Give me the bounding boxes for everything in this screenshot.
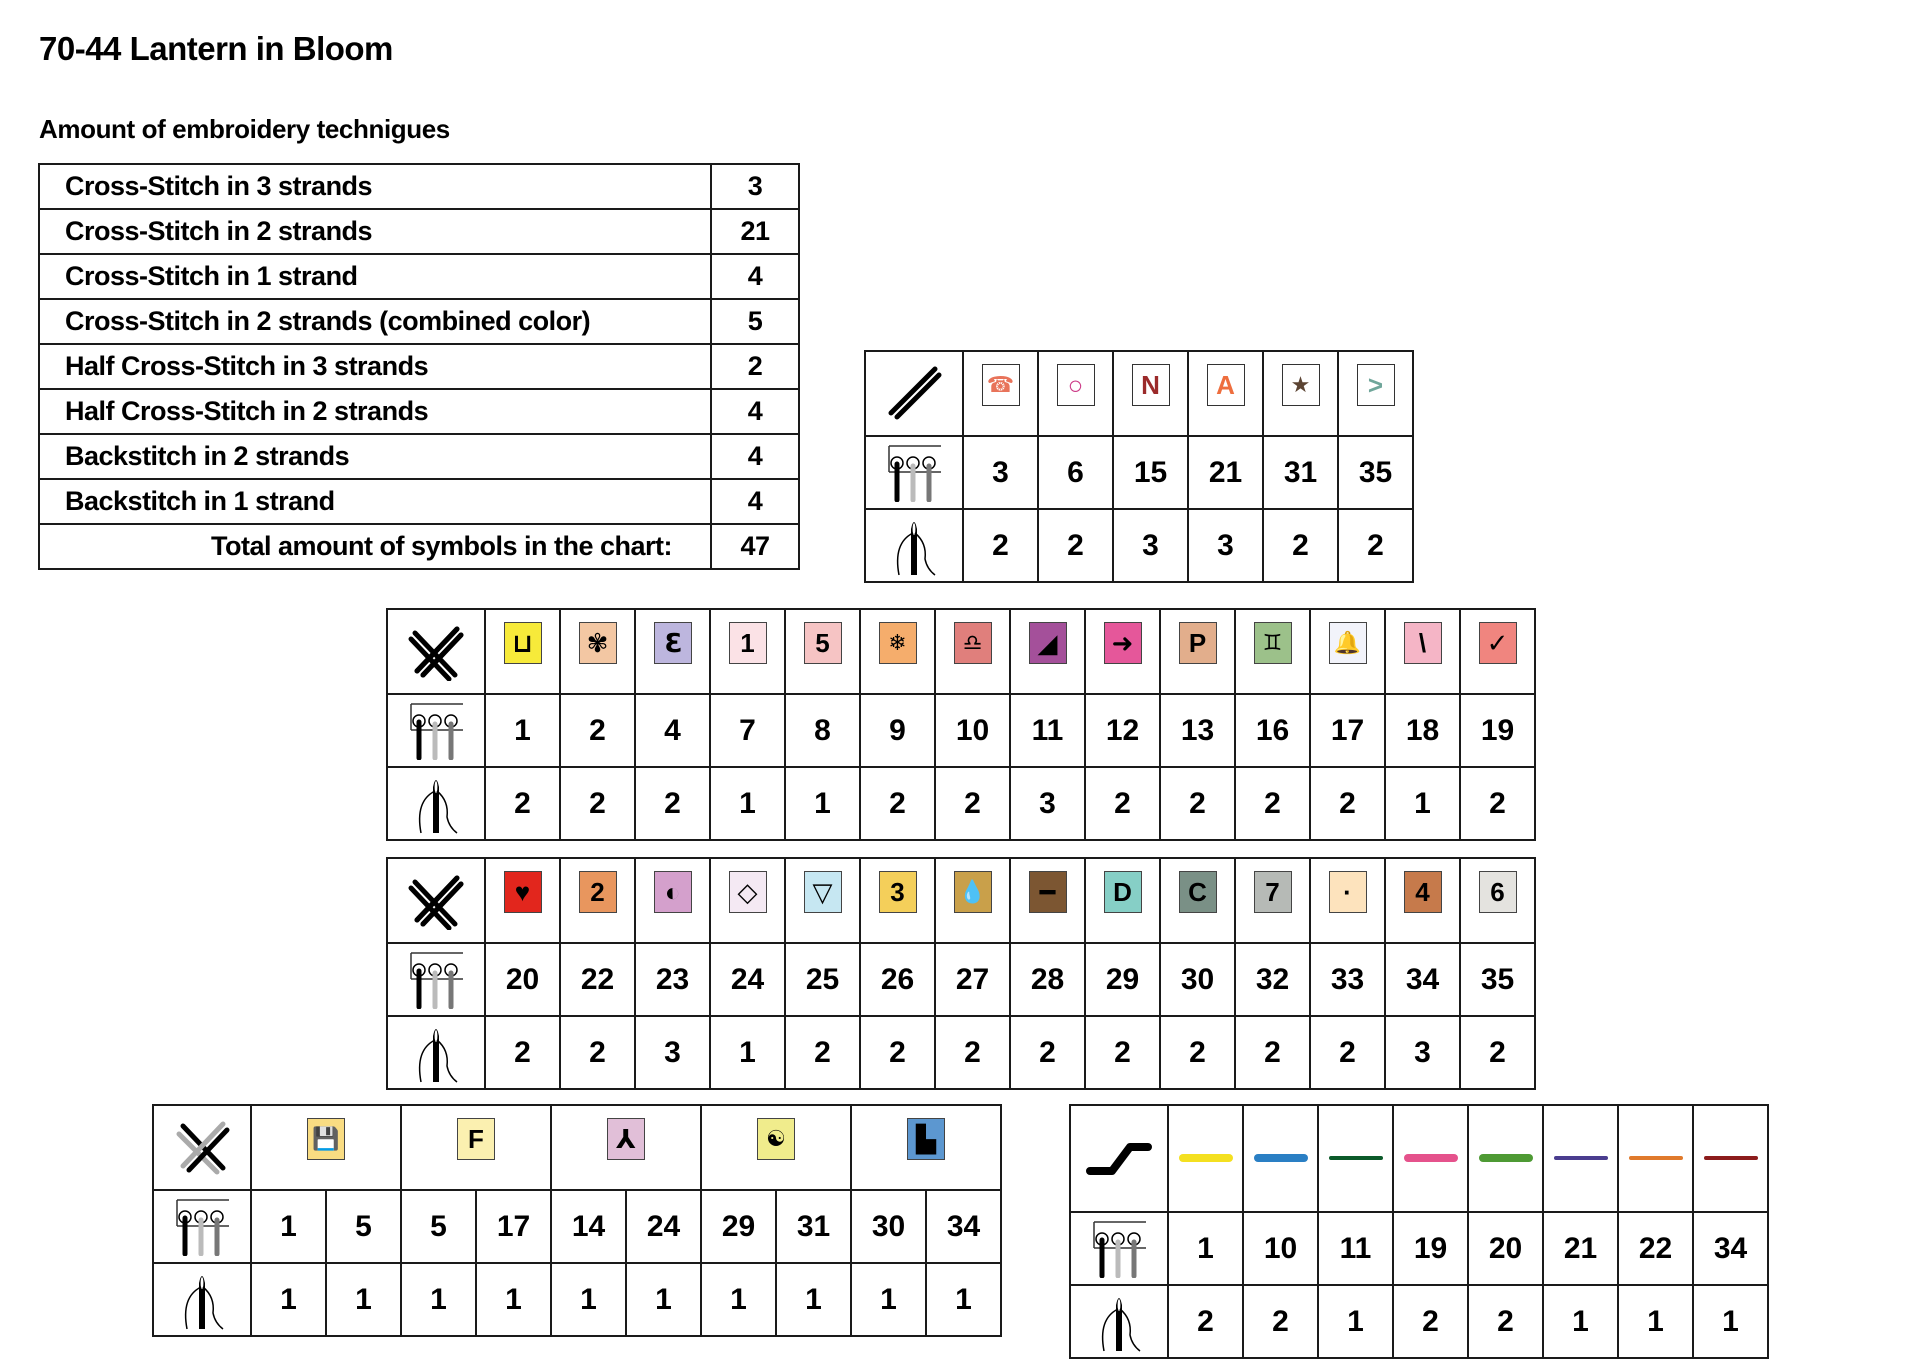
thread-number: 19 bbox=[1393, 1212, 1468, 1285]
technique-label: Backstitch in 2 strands bbox=[39, 434, 711, 479]
thread-number: 22 bbox=[560, 943, 635, 1016]
diamond-symbol-icon: ◇ bbox=[729, 871, 767, 913]
total-value: 47 bbox=[711, 524, 799, 569]
symbol-cell bbox=[860, 609, 935, 694]
strand-count: 1 bbox=[776, 1263, 851, 1336]
thread-number: 2 bbox=[560, 694, 635, 767]
thread-number: 8 bbox=[785, 694, 860, 767]
strand-count: 2 bbox=[560, 1016, 635, 1089]
technique-count: 4 bbox=[711, 254, 799, 299]
summary-total-row bbox=[39, 524, 799, 569]
row-header bbox=[387, 767, 485, 840]
row-header bbox=[1070, 1105, 1168, 1212]
strand-count: 2 bbox=[935, 1016, 1010, 1089]
thread-number: 24 bbox=[710, 943, 785, 1016]
backstitch-line-icon bbox=[1704, 1156, 1758, 1160]
symbol-cell bbox=[1235, 858, 1310, 943]
technique-count: 21 bbox=[711, 209, 799, 254]
backstitch-line-icon bbox=[1554, 1156, 1608, 1160]
row-header bbox=[153, 1190, 251, 1263]
checkmark-symbol-icon: ✓ bbox=[1479, 622, 1517, 664]
strand-count: 1 bbox=[1618, 1285, 1693, 1358]
thread-number-row bbox=[865, 436, 1413, 509]
thread-number: 29 bbox=[701, 1190, 776, 1263]
half-circle-symbol-icon: ◐ bbox=[654, 871, 692, 913]
symbol-row bbox=[865, 351, 1413, 436]
thread-number: 3 bbox=[963, 436, 1038, 509]
symbol-cell bbox=[635, 858, 710, 943]
summary-row bbox=[39, 479, 799, 524]
strand-count: 1 bbox=[401, 1263, 476, 1336]
thread-number: 31 bbox=[1263, 436, 1338, 509]
technique-count: 2 bbox=[711, 344, 799, 389]
rotated-e-symbol-icon: ℇ bbox=[654, 622, 692, 664]
symbol-cell bbox=[1263, 351, 1338, 436]
symbol-cell bbox=[1235, 609, 1310, 694]
letter-c-symbol-icon: C bbox=[1179, 871, 1217, 913]
digit-7-symbol-icon: 7 bbox=[1254, 871, 1292, 913]
strand-count: 2 bbox=[1460, 767, 1535, 840]
symbol-cell bbox=[1310, 858, 1385, 943]
row-header bbox=[865, 351, 963, 436]
thread-number: 34 bbox=[1385, 943, 1460, 1016]
telephone-symbol-icon: ☎ bbox=[982, 364, 1020, 406]
symbol-cell bbox=[251, 1105, 401, 1190]
strand-count: 2 bbox=[1235, 1016, 1310, 1089]
line-sample-cell bbox=[1318, 1105, 1393, 1212]
letter-d-symbol-icon: D bbox=[1104, 871, 1142, 913]
symbol-cell bbox=[1385, 858, 1460, 943]
symbol-cell bbox=[1085, 858, 1160, 943]
thread-number: 35 bbox=[1338, 436, 1413, 509]
strand-count: 2 bbox=[635, 767, 710, 840]
backstitch-line-icon bbox=[1629, 1156, 1683, 1160]
half-stitch-icon bbox=[866, 365, 962, 423]
symbol-cell bbox=[635, 609, 710, 694]
strand-count: 1 bbox=[1385, 767, 1460, 840]
symbol-cell bbox=[860, 858, 935, 943]
digit-3-symbol-icon: 3 bbox=[879, 871, 917, 913]
digit-1-symbol-icon: 1 bbox=[729, 622, 767, 664]
symbol-row bbox=[153, 1105, 1001, 1190]
digit-5-symbol-icon: 5 bbox=[804, 622, 842, 664]
symbol-cell bbox=[1310, 609, 1385, 694]
tri-star-symbol-icon: ⅄ bbox=[607, 1118, 645, 1160]
technique-summary-table bbox=[38, 163, 800, 570]
triangle-symbol-icon: ◢ bbox=[1029, 622, 1067, 664]
symbol-cell bbox=[1188, 351, 1263, 436]
letter-a-symbol-icon: A bbox=[1207, 364, 1245, 406]
thread-spools-icon bbox=[388, 951, 484, 1009]
technique-label: Half Cross-Stitch in 2 strands bbox=[39, 389, 711, 434]
strand-count-row bbox=[1070, 1285, 1768, 1358]
symbol-row bbox=[387, 858, 1535, 943]
strand-count: 2 bbox=[1338, 509, 1413, 582]
row-header bbox=[865, 436, 963, 509]
symbol-cell bbox=[1085, 609, 1160, 694]
thread-number: 5 bbox=[326, 1190, 401, 1263]
symbol-cell bbox=[1460, 858, 1535, 943]
strand-count: 3 bbox=[1385, 1016, 1460, 1089]
strand-count: 3 bbox=[635, 1016, 710, 1089]
yin-yang-symbol-icon: ☯ bbox=[757, 1118, 795, 1160]
backstitch-line-icon bbox=[1329, 1156, 1383, 1160]
symbol-cell bbox=[785, 609, 860, 694]
section-subtitle: Amount of embroidery technigues bbox=[39, 114, 450, 144]
cross-stitch-icon bbox=[388, 872, 484, 930]
greater-than-symbol-icon: > bbox=[1357, 364, 1395, 406]
strand-count-row bbox=[387, 1016, 1535, 1089]
symbol-cell bbox=[701, 1105, 851, 1190]
strand-count: 1 bbox=[326, 1263, 401, 1336]
strand-count: 1 bbox=[1693, 1285, 1768, 1358]
strand-count-row bbox=[153, 1263, 1001, 1336]
thread-number: 13 bbox=[1160, 694, 1235, 767]
snowflake-symbol-icon: ❄ bbox=[879, 622, 917, 664]
thread-number-row bbox=[153, 1190, 1001, 1263]
total-label: Total amount of symbols in the chart: bbox=[39, 524, 711, 569]
drop-symbol-icon: 💧 bbox=[954, 871, 992, 913]
thread-number: 28 bbox=[1010, 943, 1085, 1016]
strand-count: 1 bbox=[251, 1263, 326, 1336]
needle-icon bbox=[866, 515, 962, 577]
arrow-right-symbol-icon: ➜ bbox=[1104, 622, 1142, 664]
thread-number-row bbox=[387, 943, 1535, 1016]
strand-count: 2 bbox=[860, 767, 935, 840]
thread-number: 15 bbox=[1113, 436, 1188, 509]
technique-count: 4 bbox=[711, 479, 799, 524]
thread-number: 1 bbox=[1168, 1212, 1243, 1285]
thread-spools-icon bbox=[1071, 1220, 1167, 1278]
strand-count: 1 bbox=[926, 1263, 1001, 1336]
thread-number: 17 bbox=[476, 1190, 551, 1263]
row-header bbox=[153, 1263, 251, 1336]
symbol-cell bbox=[851, 1105, 1001, 1190]
backstitch-line-icon bbox=[1404, 1154, 1458, 1162]
cross-stitch-key-table-1 bbox=[386, 608, 1536, 841]
symbol-cell bbox=[551, 1105, 701, 1190]
gemini-symbol-icon: ♊ bbox=[1254, 622, 1292, 664]
backslash-symbol-icon: \ bbox=[1404, 622, 1442, 664]
thread-number: 11 bbox=[1318, 1212, 1393, 1285]
strand-count: 1 bbox=[785, 767, 860, 840]
thread-number: 35 bbox=[1460, 943, 1535, 1016]
thread-number: 34 bbox=[926, 1190, 1001, 1263]
line-sample-cell bbox=[1243, 1105, 1318, 1212]
thread-number: 20 bbox=[485, 943, 560, 1016]
line-sample-cell bbox=[1543, 1105, 1618, 1212]
symbol-cell bbox=[485, 609, 560, 694]
strand-count: 2 bbox=[1460, 1016, 1535, 1089]
strand-count: 1 bbox=[710, 767, 785, 840]
libra-symbol-icon: ♎ bbox=[954, 622, 992, 664]
technique-label: Cross-Stitch in 2 strands bbox=[39, 209, 711, 254]
technique-count: 4 bbox=[711, 434, 799, 479]
thread-number: 31 bbox=[776, 1190, 851, 1263]
summary-row bbox=[39, 344, 799, 389]
thread-number: 21 bbox=[1188, 436, 1263, 509]
cup-symbol-icon: ⊔ bbox=[504, 622, 542, 664]
backstitch-line-icon bbox=[1179, 1154, 1233, 1162]
strand-count: 2 bbox=[485, 767, 560, 840]
strand-count: 1 bbox=[1318, 1285, 1393, 1358]
thread-spools-icon bbox=[154, 1198, 250, 1256]
strand-count: 2 bbox=[860, 1016, 935, 1089]
technique-label: Half Cross-Stitch in 3 strands bbox=[39, 344, 711, 389]
thread-number: 23 bbox=[635, 943, 710, 1016]
thread-number: 32 bbox=[1235, 943, 1310, 1016]
summary-row bbox=[39, 164, 799, 209]
strand-count: 2 bbox=[485, 1016, 560, 1089]
row-header bbox=[865, 509, 963, 582]
summary-row bbox=[39, 299, 799, 344]
symbol-cell bbox=[1038, 351, 1113, 436]
line-sample-cell bbox=[1618, 1105, 1693, 1212]
strand-count: 2 bbox=[1085, 1016, 1160, 1089]
row-header bbox=[387, 1016, 485, 1089]
strand-count: 1 bbox=[476, 1263, 551, 1336]
letter-f-symbol-icon: F bbox=[457, 1118, 495, 1160]
strand-count: 3 bbox=[1188, 509, 1263, 582]
needle-icon bbox=[388, 1022, 484, 1084]
strand-count: 2 bbox=[1038, 509, 1113, 582]
thread-number: 1 bbox=[485, 694, 560, 767]
digit-6-symbol-icon: 6 bbox=[1479, 871, 1517, 913]
thread-number: 14 bbox=[551, 1190, 626, 1263]
backstitch-line-icon bbox=[1479, 1154, 1533, 1162]
combined-color-key-table bbox=[152, 1104, 1002, 1337]
row-header bbox=[387, 694, 485, 767]
technique-label: Cross-Stitch in 2 strands (combined color) bbox=[39, 299, 711, 344]
strand-count: 2 bbox=[1310, 767, 1385, 840]
backstitch-icon bbox=[1071, 1139, 1167, 1179]
needle-icon bbox=[154, 1269, 250, 1331]
thread-number: 29 bbox=[1085, 943, 1160, 1016]
strand-count: 2 bbox=[1168, 1285, 1243, 1358]
summary-row bbox=[39, 254, 799, 299]
symbol-cell bbox=[710, 858, 785, 943]
thread-number: 26 bbox=[860, 943, 935, 1016]
strand-count: 1 bbox=[851, 1263, 926, 1336]
needle-icon bbox=[388, 773, 484, 835]
row-header bbox=[387, 609, 485, 694]
thread-number: 10 bbox=[1243, 1212, 1318, 1285]
line-sample-cell bbox=[1168, 1105, 1243, 1212]
digit-4-symbol-icon: 4 bbox=[1404, 871, 1442, 913]
line-sample-cell bbox=[1393, 1105, 1468, 1212]
summary-row bbox=[39, 209, 799, 254]
symbol-cell bbox=[1113, 351, 1188, 436]
thread-number: 4 bbox=[635, 694, 710, 767]
symbol-cell bbox=[710, 609, 785, 694]
cross-stitch-icon bbox=[388, 623, 484, 681]
symbol-cell bbox=[935, 609, 1010, 694]
strand-count: 2 bbox=[935, 767, 1010, 840]
strand-count: 2 bbox=[1160, 1016, 1235, 1089]
strand-count: 1 bbox=[1543, 1285, 1618, 1358]
technique-count: 5 bbox=[711, 299, 799, 344]
strand-count: 2 bbox=[785, 1016, 860, 1089]
thread-number: 25 bbox=[785, 943, 860, 1016]
symbol-cell bbox=[1010, 609, 1085, 694]
thread-number: 21 bbox=[1543, 1212, 1618, 1285]
thread-spools-icon bbox=[866, 444, 962, 502]
thread-number: 17 bbox=[1310, 694, 1385, 767]
technique-count: 4 bbox=[711, 389, 799, 434]
row-header bbox=[153, 1105, 251, 1190]
thread-number: 30 bbox=[1160, 943, 1235, 1016]
row-header bbox=[387, 858, 485, 943]
line-sample-cell bbox=[1693, 1105, 1768, 1212]
combined-cross-stitch-icon bbox=[154, 1118, 250, 1176]
digit-2-symbol-icon: 2 bbox=[579, 871, 617, 913]
symbol-cell bbox=[785, 858, 860, 943]
row-header bbox=[1070, 1212, 1168, 1285]
strand-count: 2 bbox=[1010, 1016, 1085, 1089]
backstitch-key-table bbox=[1069, 1104, 1769, 1359]
technique-count: 3 bbox=[711, 164, 799, 209]
symbol-cell bbox=[560, 609, 635, 694]
thread-number: 30 bbox=[851, 1190, 926, 1263]
thread-number: 7 bbox=[710, 694, 785, 767]
thread-number: 10 bbox=[935, 694, 1010, 767]
triangle-down-symbol-icon: ▽ bbox=[804, 871, 842, 913]
symbol-cell bbox=[1160, 609, 1235, 694]
symbol-cell bbox=[963, 351, 1038, 436]
technique-label: Backstitch in 1 strand bbox=[39, 479, 711, 524]
letter-n-symbol-icon: N bbox=[1132, 364, 1170, 406]
summary-row bbox=[39, 389, 799, 434]
strand-count-row bbox=[865, 509, 1413, 582]
thread-number: 1 bbox=[251, 1190, 326, 1263]
technique-label: Cross-Stitch in 1 strand bbox=[39, 254, 711, 299]
thread-number: 5 bbox=[401, 1190, 476, 1263]
strand-count-row bbox=[387, 767, 1535, 840]
floppy-disk-symbol-icon: 💾 bbox=[307, 1118, 345, 1160]
symbol-cell bbox=[1460, 609, 1535, 694]
strand-count: 2 bbox=[1263, 509, 1338, 582]
needle-icon bbox=[1071, 1291, 1167, 1353]
strand-count: 2 bbox=[1235, 767, 1310, 840]
symbol-row bbox=[387, 609, 1535, 694]
dot-symbol-icon: · bbox=[1329, 871, 1367, 913]
symbol-cell bbox=[1160, 858, 1235, 943]
strand-count: 1 bbox=[710, 1016, 785, 1089]
technique-label: Cross-Stitch in 3 strands bbox=[39, 164, 711, 209]
strand-count: 1 bbox=[701, 1263, 776, 1336]
summary-row bbox=[39, 434, 799, 479]
thread-number: 24 bbox=[626, 1190, 701, 1263]
strand-count: 2 bbox=[1310, 1016, 1385, 1089]
thread-number: 9 bbox=[860, 694, 935, 767]
bell-symbol-icon: 🔔 bbox=[1329, 622, 1367, 664]
thread-number: 11 bbox=[1010, 694, 1085, 767]
strand-count: 2 bbox=[963, 509, 1038, 582]
row-header bbox=[387, 943, 485, 1016]
heart-symbol-icon: ♥ bbox=[504, 871, 542, 913]
thread-number: 27 bbox=[935, 943, 1010, 1016]
symbol-cell bbox=[1338, 351, 1413, 436]
thread-number: 22 bbox=[1618, 1212, 1693, 1285]
flower-tile-symbol-icon: ✾ bbox=[579, 622, 617, 664]
line-sample-cell bbox=[1468, 1105, 1543, 1212]
symbol-cell bbox=[935, 858, 1010, 943]
strand-count: 2 bbox=[560, 767, 635, 840]
half-stitch-key-table bbox=[864, 350, 1414, 583]
thread-number: 18 bbox=[1385, 694, 1460, 767]
thread-number: 19 bbox=[1460, 694, 1535, 767]
thread-number: 16 bbox=[1235, 694, 1310, 767]
row-header bbox=[1070, 1285, 1168, 1358]
strand-count: 2 bbox=[1393, 1285, 1468, 1358]
l-block-symbol-icon: ▙ bbox=[907, 1118, 945, 1160]
thread-number-row bbox=[1070, 1212, 1768, 1285]
strand-count: 3 bbox=[1113, 509, 1188, 582]
page-title: 70-44 Lantern in Bloom bbox=[39, 30, 393, 67]
thread-number: 6 bbox=[1038, 436, 1113, 509]
symbol-cell bbox=[485, 858, 560, 943]
dash-symbol-icon: ━ bbox=[1029, 871, 1067, 913]
letter-p-symbol-icon: P bbox=[1179, 622, 1217, 664]
thread-number: 20 bbox=[1468, 1212, 1543, 1285]
symbol-cell bbox=[560, 858, 635, 943]
strand-count: 2 bbox=[1468, 1285, 1543, 1358]
backstitch-line-icon bbox=[1254, 1154, 1308, 1162]
circle-symbol-icon: ○ bbox=[1057, 364, 1095, 406]
thread-number: 34 bbox=[1693, 1212, 1768, 1285]
symbol-cell bbox=[1010, 858, 1085, 943]
symbol-cell bbox=[1385, 609, 1460, 694]
star-symbol-icon: ★ bbox=[1282, 364, 1320, 406]
thread-number: 33 bbox=[1310, 943, 1385, 1016]
thread-spools-icon bbox=[388, 702, 484, 760]
strand-count: 2 bbox=[1085, 767, 1160, 840]
cross-stitch-key-table-2 bbox=[386, 857, 1536, 1090]
strand-count: 1 bbox=[551, 1263, 626, 1336]
strand-count: 1 bbox=[626, 1263, 701, 1336]
symbol-cell bbox=[401, 1105, 551, 1190]
line-sample-row bbox=[1070, 1105, 1768, 1212]
strand-count: 2 bbox=[1160, 767, 1235, 840]
thread-number-row bbox=[387, 694, 1535, 767]
strand-count: 2 bbox=[1243, 1285, 1318, 1358]
strand-count: 3 bbox=[1010, 767, 1085, 840]
thread-number: 12 bbox=[1085, 694, 1160, 767]
